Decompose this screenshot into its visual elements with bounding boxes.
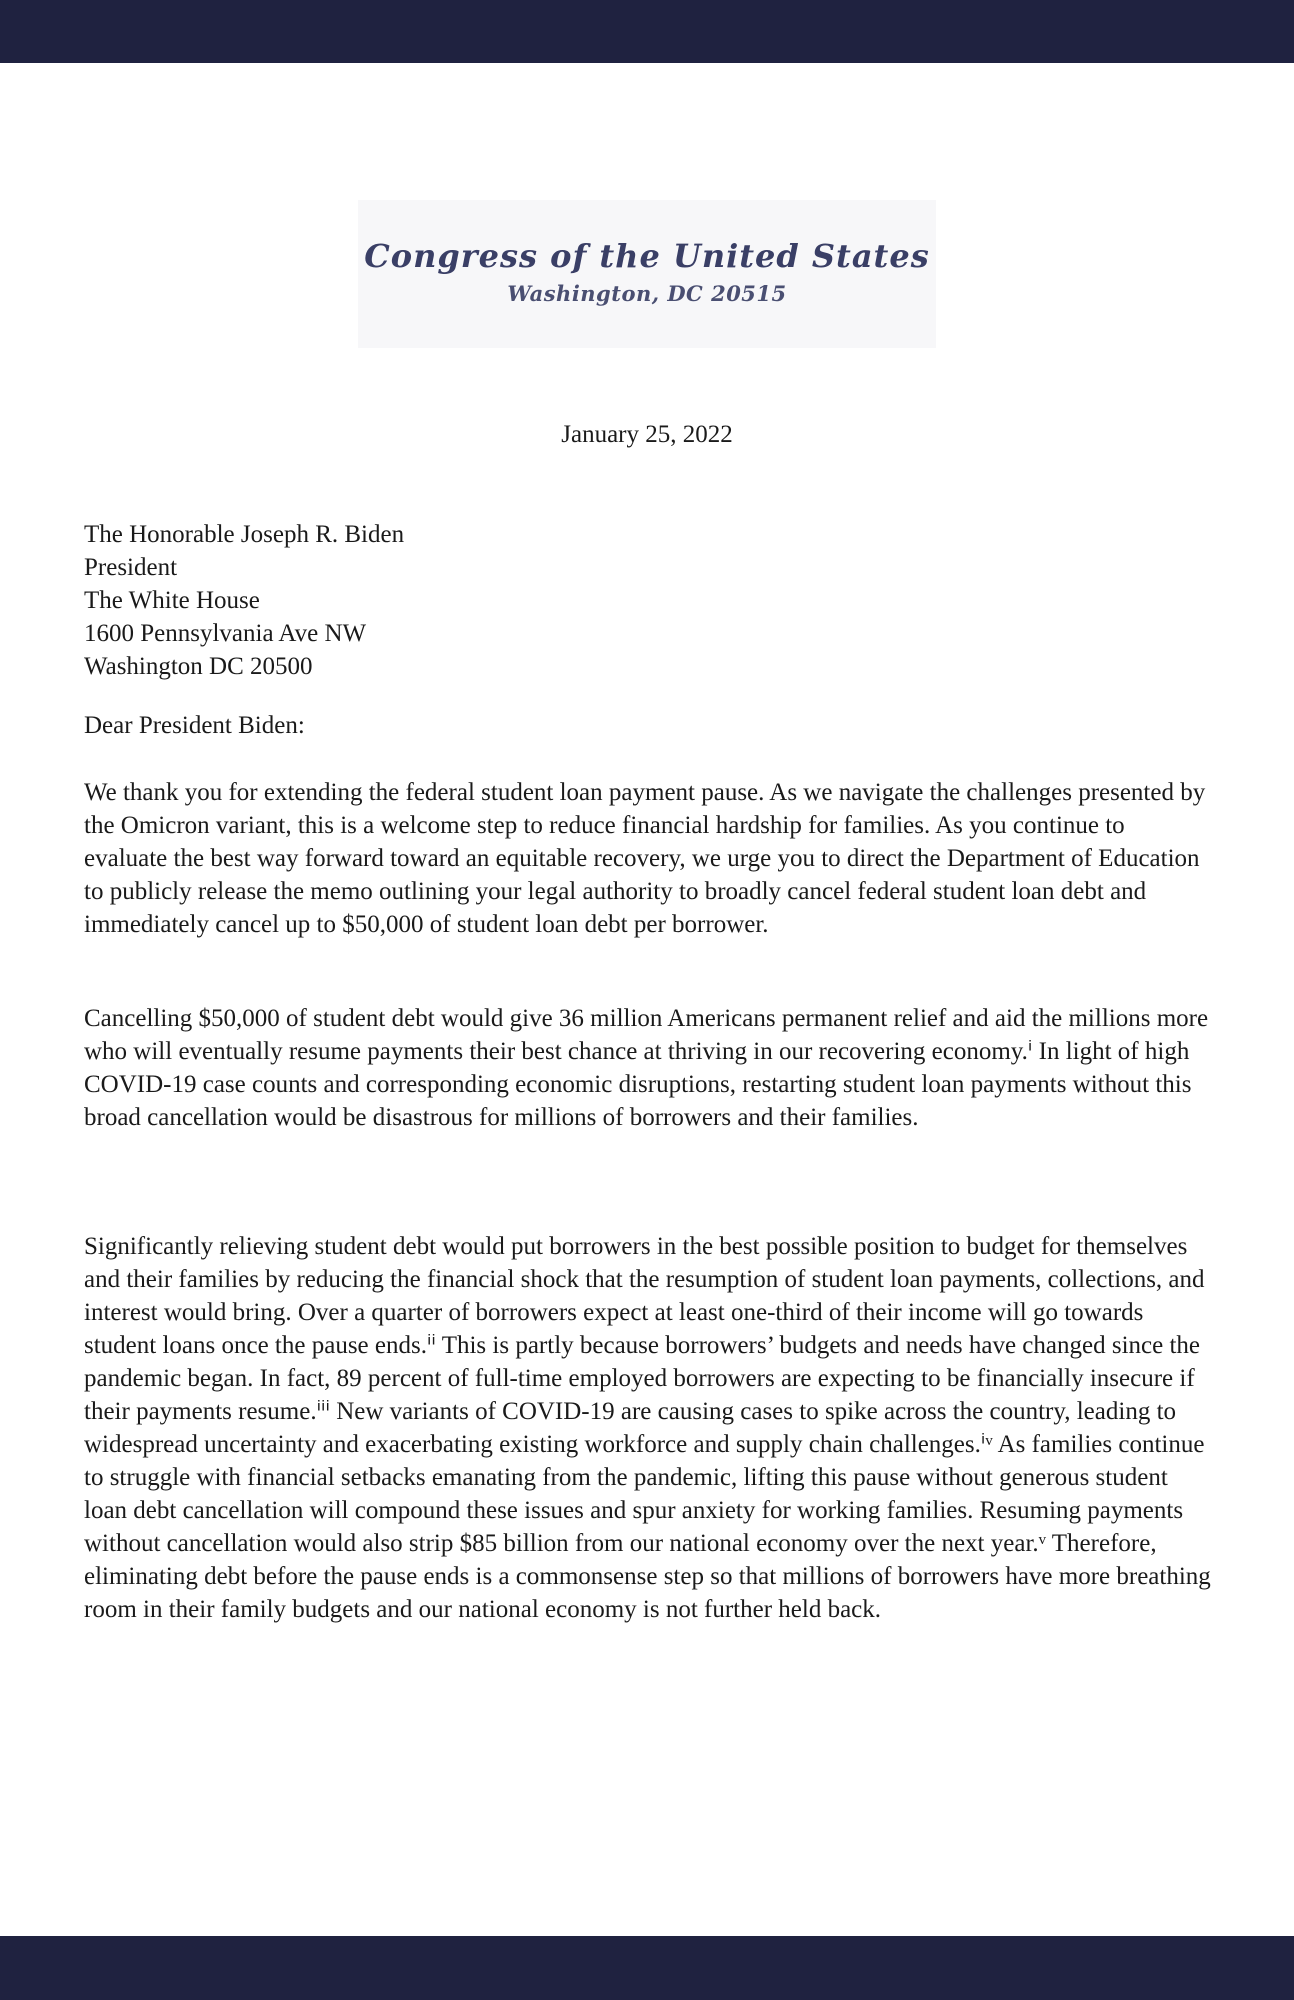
letterhead [358, 200, 936, 348]
letter-date: January 25, 2022 [561, 421, 733, 448]
bottom-bar [0, 1936, 1294, 2000]
salutation: Dear President Biden: [84, 712, 305, 739]
letterhead-address: Washington, DC 20515 [507, 281, 787, 306]
body-paragraph: We thank you for extending the federal student loan payment pause. As we navigate the challenges presented by the Omicron variant, this is a welcome step to reduce financial hardship for families. As you continue to evaluate the best way forward toward an equitable recovery, we urge you to direct the Department of Education to publicly release the memo outlining your legal authority to broadly cancel federal student loan debt and immediately cancel up to $50,000 of student loan debt per borrower. [84, 779, 1206, 938]
body-paragraph: Cancelling $50,000 of student debt would give 36 million Americans permanent relief and aid the millions more who will eventually resume payments their best chance at thriving in our recovering economy.ⁱ In light of high COVID-19 case counts and corresponding economic disruptions, restarting student loan payments without this broad cancellation would be disastrous for millions of borrowers and their families. [84, 1005, 1209, 1131]
body-paragraph: Significantly relieving student debt would put borrowers in the best possible position to budget for themselves and their families by reducing the financial shock that the resumption of student loan payments, collections, and interest would bring. Over a quarter of borrowers expect at least one-third of their income will go towards student loans once the pause ends.ⁱⁱ This is partly because borrowers’ budgets and needs have changed since the pandemic began. In fact, 89 percent of full-time employed borrowers are expecting to be financially insecure if their payments resume.ⁱⁱⁱ New variants of COVID-19 are causing cases to spike across the country, leading to widespread uncertainty and exacerbating existing workforce and supply chain challenges.ⁱᵛ As families continue to struggle with financial setbacks emanating from the pandemic, lifting this pause without generous student loan debt cancellation will compound these issues and spur anxiety for working families. Resuming payments without cancellation would also strip $85 billion from our national economy over the next year.ᵛ Therefore, eliminating debt before the pause ends is a commonsense step so that millions of borrowers have more breathing room in their family budgets and our national economy is not further held back. [84, 1233, 1211, 1623]
top-bar [0, 0, 1294, 63]
recipient-line: President [84, 554, 178, 581]
recipient-address [84, 518, 404, 683]
recipient-line: The White House [84, 587, 260, 614]
recipient-line: 1600 Pennsylvania Ave NW [84, 620, 367, 647]
recipient-line: Washington DC 20500 [84, 653, 313, 680]
recipient-line: The Honorable Joseph R. Biden [84, 521, 405, 548]
letterhead-title: Congress of the United States [364, 237, 930, 275]
